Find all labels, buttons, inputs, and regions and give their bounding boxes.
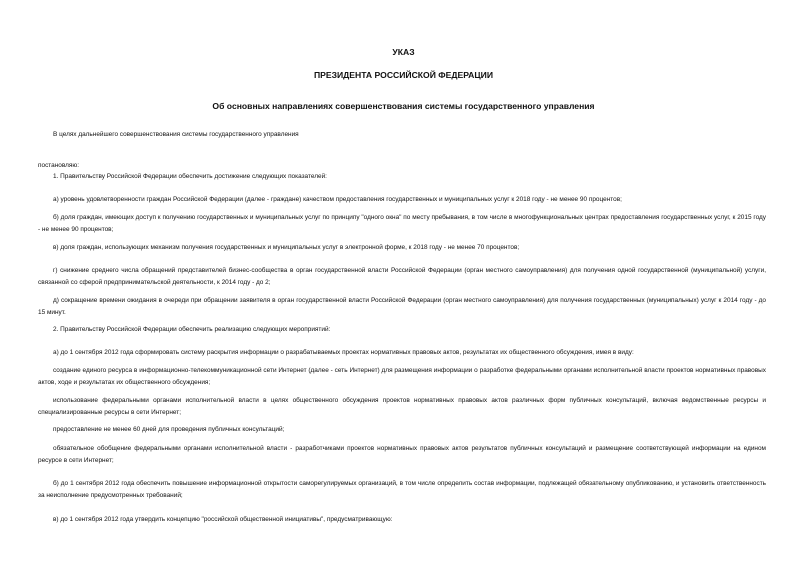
item-1d-paragraph: д) сокращение времени ожидания в очереди при обращении заявителя в орган государственной власти Российской Федерации (орган местного самоуправления) для получения государственных (муниципальных) услуг к 2014 году - до 15 минут. [38,297,766,316]
item-1g-paragraph: г) снижение среднего числа обращений представителей бизнес-сообщества в орган государственной власти Российской Федерации (орган местного самоуправления) для получения одной государственной (муниципальной) услуги, связанной со сферой предпринимательской деятельности, к 2014 году - до 2; [38,267,766,286]
item-2-paragraph: 2. Правительству Российской Федерации обеспечить реализацию следующих мероприятий: [53,326,331,333]
preamble-paragraph: В целях дальнейшего совершенствования системы государственного управления [53,131,299,138]
document-type-heading: УКАЗ [392,47,415,57]
item-2a-bullet-1: создание единого ресурса в информационно-телекоммуникационной сети Интернет (далее - сеть Интернет) для размещения информации о разработке федеральными органами исполнительной власти проектов нормативных правовых актов, ходе и результатах их общественного обсуждения; [38,367,766,386]
issuer-heading: ПРЕЗИДЕНТА РОССИЙСКОЙ ФЕДЕРАЦИИ [313,70,494,80]
item-2a-bullet-4: обязательное обобщение федеральными органами исполнительной власти - разработчиками проектов нормативных правовых актов результатов публичных консультаций и размещение соответствующей информации на едином ресурсе в сети Интернет; [38,445,766,464]
document-subject-heading: Об основных направлениях совершенствования системы государственного управления [212,101,595,111]
item-1b-paragraph: б) доля граждан, имеющих доступ к получению государственных и муниципальных услуг по принципу "одного окна" по месту пребывания, в том числе в многофункциональных центрах предоставления государственных услуг, к 2015 году - не менее 90 процентов; [38,214,766,233]
item-2v-paragraph: в) до 1 сентября 2012 года утвердить концепцию "российской общественной инициативы", предусматривающую: [53,516,393,523]
item-2a-bullet-3: предоставление не менее 60 дней для проведения публичных консультаций; [53,426,285,433]
item-2a-paragraph: а) до 1 сентября 2012 года сформировать систему раскрытия информации о разрабатываемых проектах нормативных правовых актов, результатах их общественного обсуждения, имея в виду: [53,349,634,356]
resolution-word: постановляю: [38,162,80,169]
item-2a-bullet-2: использование федеральными органами исполнительной власти в целях общественного обсуждения проектов нормативных правовых актов различных форм публичных консультаций, включая ведомственные ресурсы и специализированные ресурсы в сети Интернет; [38,397,766,416]
item-1v-paragraph: в) доля граждан, использующих механизм получения государственных и муниципальных услуг в электронной форме, к 2018 году - не менее 70 процентов; [53,244,520,251]
item-2b-paragraph: б) до 1 сентября 2012 года обеспечить повышение информационной открытости саморегулируемых организаций, в том числе определить состав информации, подлежащей обязательному опубликованию, и установить ответственность за неисполнение предусмотренных требований; [38,480,766,499]
item-1-paragraph: 1. Правительству Российской Федерации обеспечить достижение следующих показателей: [53,173,327,180]
item-1a-paragraph: а) уровень удовлетворенности граждан Российской Федерации (далее - граждане) качеством предоставления государственных и муниципальных услуг к 2018 году - не менее 90 процентов; [53,196,622,203]
